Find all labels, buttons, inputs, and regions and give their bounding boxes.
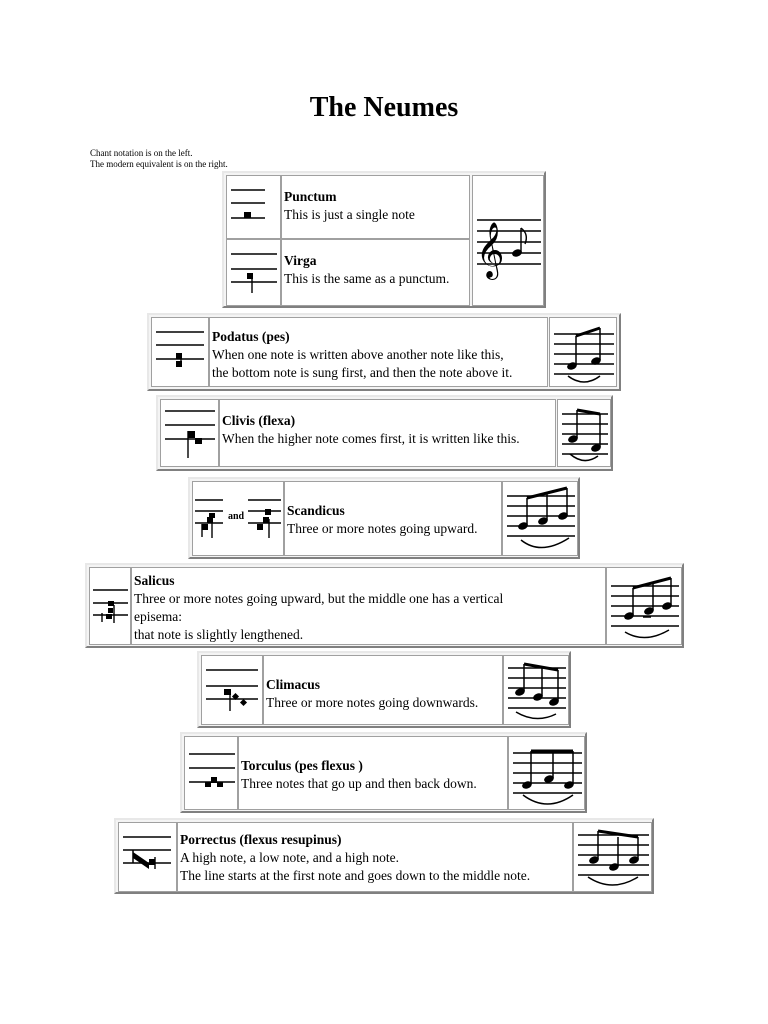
chant-notation-climacus (201, 655, 263, 725)
neume-name: Podatus (pes) (212, 329, 290, 344)
neume-desc: When one note is written above another note like this, (212, 347, 504, 362)
modern-notation-podatus (549, 317, 617, 387)
neume-name: Climacus (266, 677, 320, 692)
neume-name: Clivis (flexa) (222, 413, 296, 428)
neume-box-climacus (197, 651, 571, 728)
chant-notation-clivis (160, 399, 219, 467)
chant-notation-virga (226, 239, 281, 306)
neume-desc: the bottom note is sung first, and then the note above it. (212, 365, 513, 380)
climacus-description (263, 655, 503, 725)
neume-desc: A high note, a low note, and a high note. (180, 850, 399, 865)
modern-notes-icon (574, 823, 653, 893)
chant-staff-icon (90, 568, 132, 646)
neume-desc: The line starts at the first note and goes down to the middle note. (180, 868, 531, 883)
clivis-description (219, 399, 556, 467)
chant-notation-scandicus (192, 481, 284, 556)
chant-staff-icon (227, 176, 282, 240)
porrectus-description (177, 822, 573, 892)
modern-notation-climacus (503, 655, 569, 725)
neume-desc: Three or more notes going downwards. (266, 695, 479, 710)
modern-notation-punctum (472, 175, 544, 306)
neume-box-scandicus (188, 477, 580, 559)
modern-notes-icon (607, 568, 683, 646)
neume-box-podatus (147, 313, 621, 391)
intro-text (90, 148, 228, 170)
scandicus-description (284, 481, 502, 556)
chant-staff-icon (227, 240, 282, 307)
chant-staff-icon (193, 482, 285, 557)
neume-desc: that note is slightly lengthened. (134, 627, 304, 642)
neume-desc: This is just a single note (284, 207, 415, 222)
treble-clef-note-icon (473, 176, 545, 307)
intro-line: Chant notation is on the left. (90, 148, 193, 158)
neume-box-porrectus (114, 818, 654, 894)
neume-name: Porrectus (flexus resupinus) (180, 832, 342, 847)
chant-notation-torculus (184, 736, 238, 810)
chant-staff-icon (119, 823, 178, 893)
podatus-description (209, 317, 548, 387)
modern-notes-icon (558, 400, 612, 468)
modern-notation-salicus (606, 567, 682, 645)
punctum-description (281, 175, 470, 239)
neume-name: Salicus (134, 573, 175, 588)
neume-desc: episema: (134, 609, 182, 624)
salicus-description (131, 567, 606, 645)
modern-notation-torculus (508, 736, 585, 810)
modern-notes-icon (504, 656, 570, 726)
page-title: The Neumes (309, 92, 459, 123)
modern-notation-porrectus (573, 822, 652, 892)
chant-staff-icon (185, 737, 239, 811)
chant-notation-punctum (226, 175, 281, 239)
neume-desc: This is the same as a punctum. (284, 271, 450, 286)
chant-notation-podatus (151, 317, 209, 387)
torculus-description (238, 736, 508, 810)
neume-desc: When the higher note comes first, it is written like this. (222, 431, 520, 446)
neume-box-torculus (180, 732, 587, 813)
neume-name: Torculus (pes flexus ) (241, 758, 363, 773)
chant-notation-salicus (89, 567, 131, 645)
neume-box-salicus (85, 563, 684, 648)
chant-staff-icon (152, 318, 210, 388)
chant-staff-icon (202, 656, 264, 726)
chant-staff-icon (161, 400, 220, 468)
chant-notation-porrectus (118, 822, 177, 892)
neume-desc: Three notes that go up and then back down. (241, 776, 477, 791)
neume-name: Scandicus (287, 503, 345, 518)
modern-notation-clivis (557, 399, 611, 467)
neume-desc: Three or more notes going upward. (287, 521, 478, 536)
neume-box-clivis (156, 395, 613, 471)
neume-box-punctum-virga (222, 171, 546, 308)
svg-text:𝄞: 𝄞 (476, 222, 505, 278)
connector-and: and (228, 511, 245, 522)
modern-notes-icon (550, 318, 618, 388)
modern-notes-icon (503, 482, 579, 557)
neume-name: Punctum (284, 189, 337, 204)
neume-name: Virga (284, 253, 317, 268)
virga-description (281, 239, 470, 306)
modern-notes-icon (509, 737, 586, 811)
intro-line: The modern equivalent is on the right. (90, 159, 228, 169)
modern-notation-scandicus (502, 481, 578, 556)
neume-desc: Three or more notes going upward, but the middle one has a vertical (134, 591, 504, 606)
